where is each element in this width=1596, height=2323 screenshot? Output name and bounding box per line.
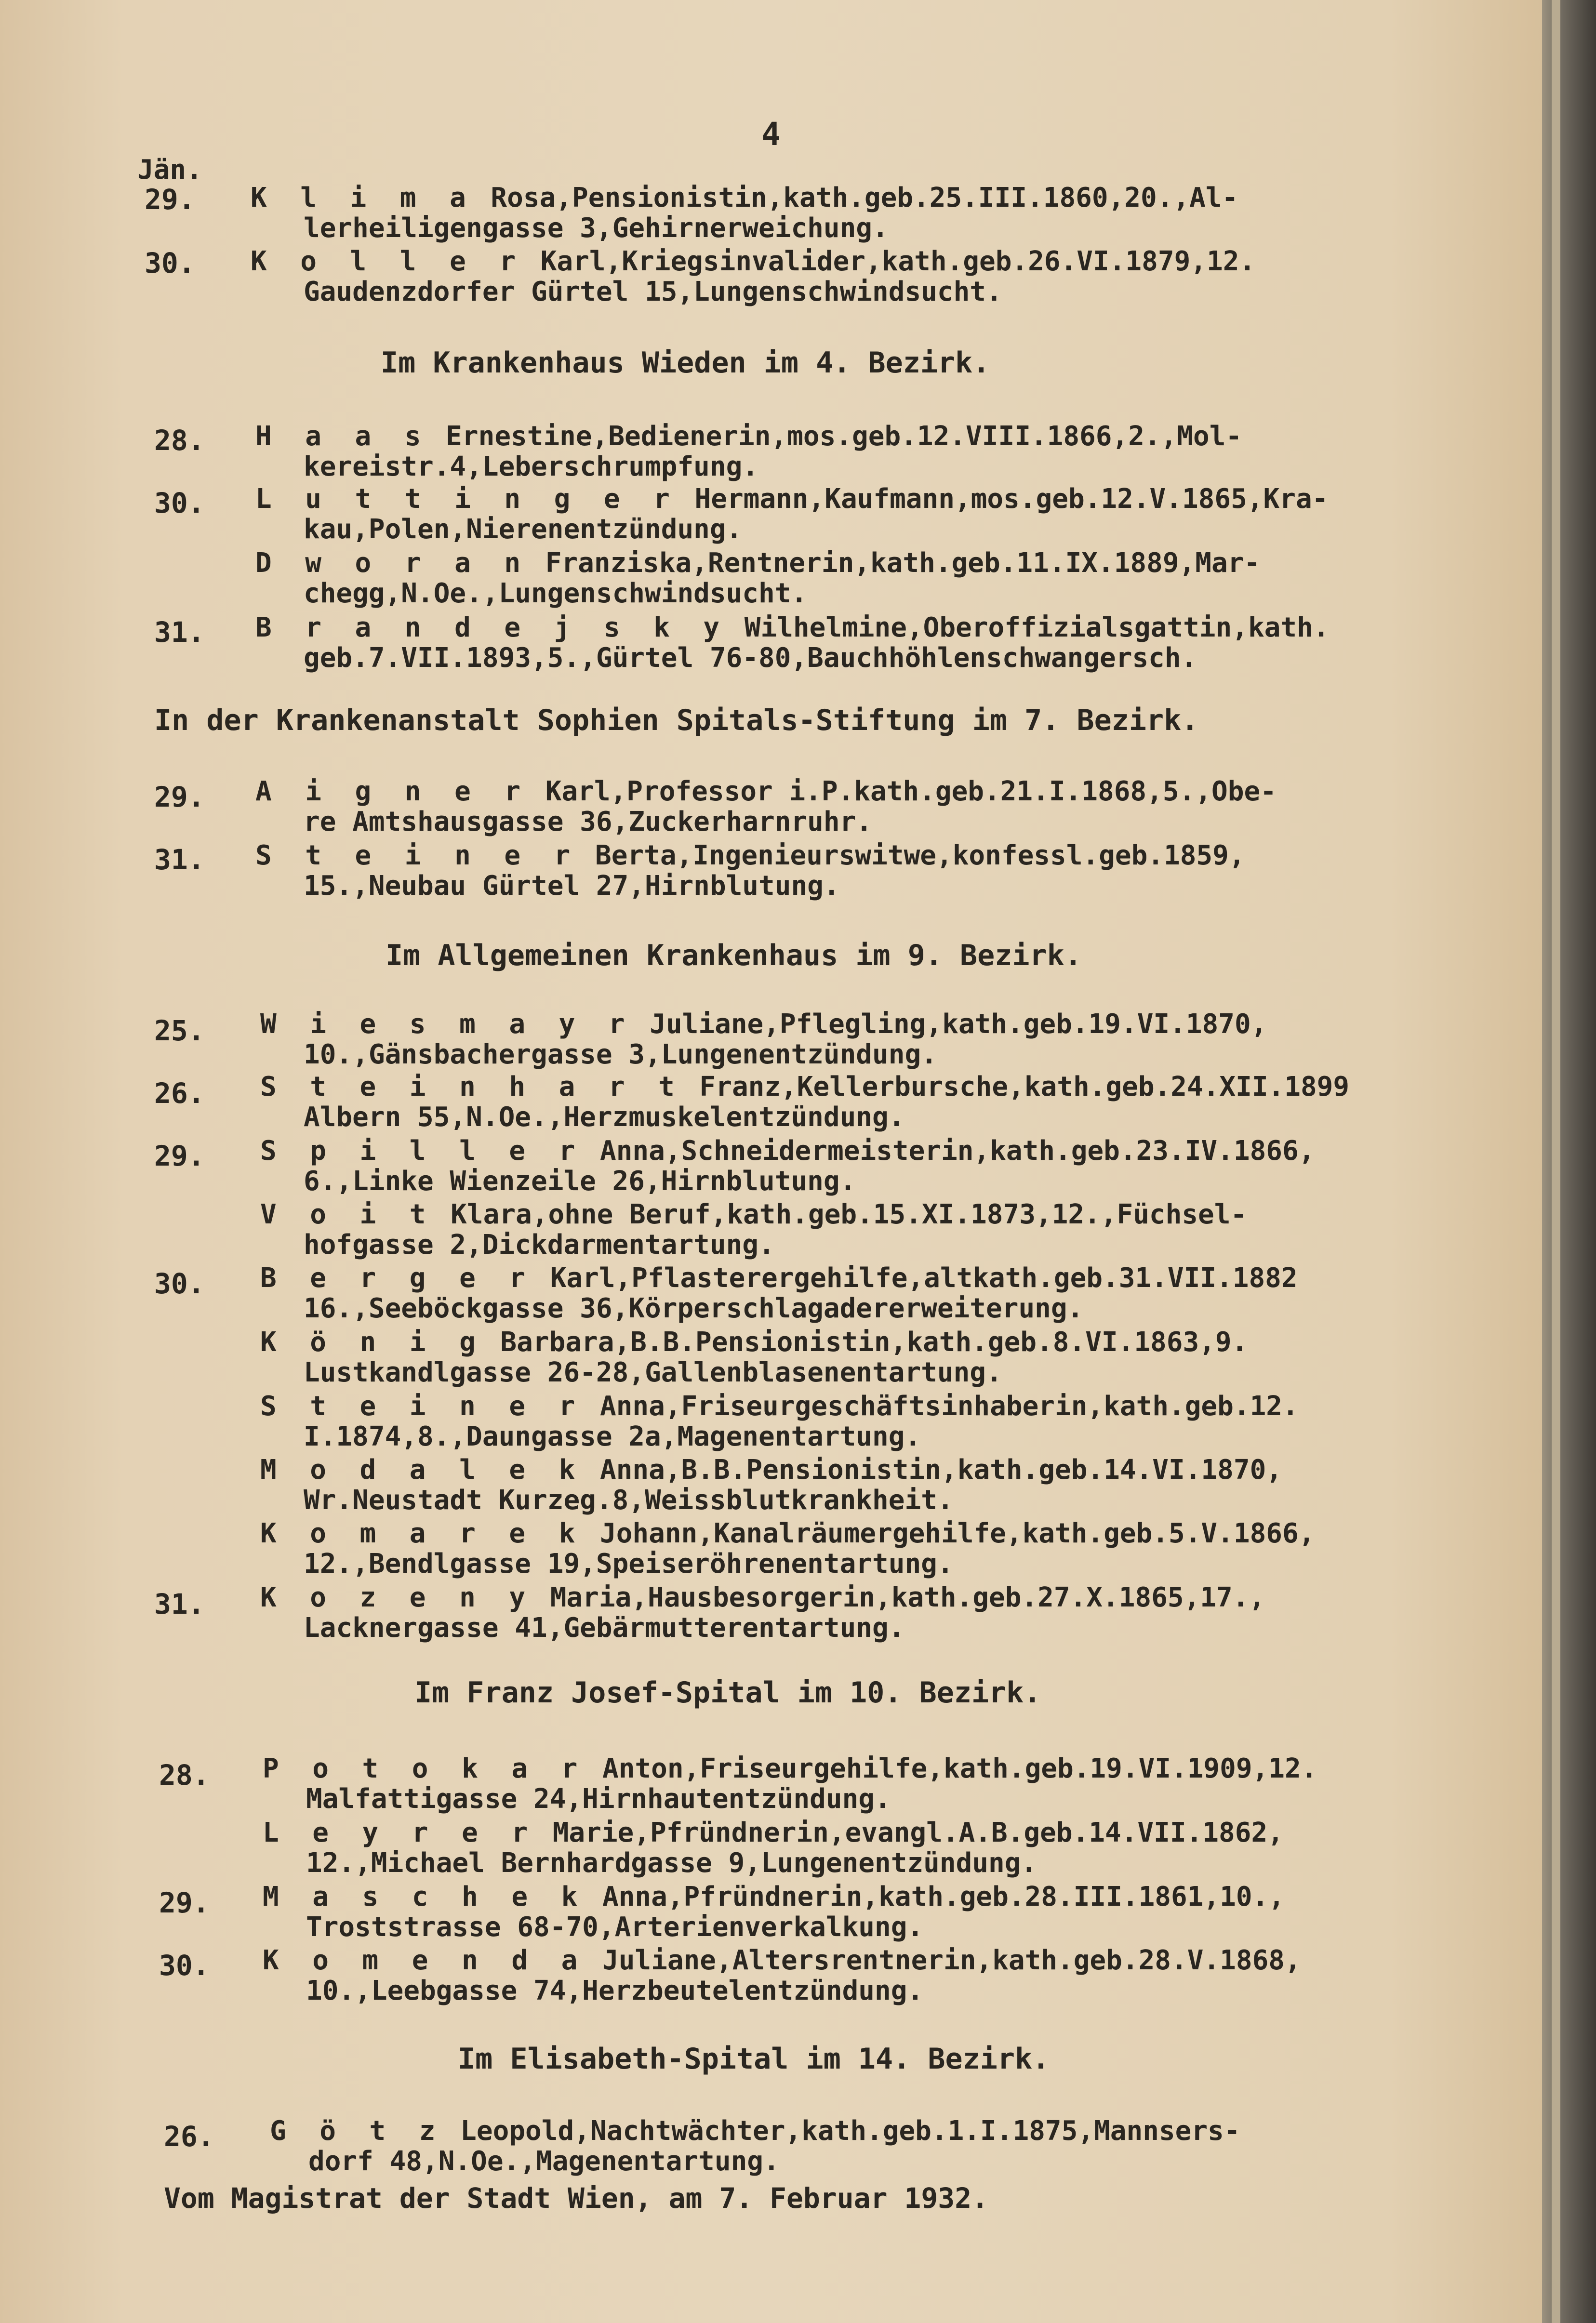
entry-date: 30. <box>159 1949 210 1982</box>
entry-date: 31. <box>154 843 205 876</box>
entry-text-line2: lerheiligengasse 3,Gehirnerweichung. <box>304 212 889 244</box>
entry-text-line2: Malfattigasse 24,Hirnhautentzündung. <box>306 1783 891 1815</box>
book-edge <box>1542 0 1596 2323</box>
entry-text-line2: geb.7.VII.1893,5.,Gürtel 76-80,Bauchhöhlenschwangersch. <box>304 642 1197 674</box>
entry-text-line2: Gaudenzdorfer Gürtel 15,Lungenschwindsucht. <box>304 276 1002 307</box>
entry-date: 28. <box>154 424 205 457</box>
entry-surname: B r a n d e j s k y <box>255 612 729 643</box>
section-heading: Im Allgemeinen Krankenhaus im 9. Bezirk. <box>386 939 1082 972</box>
section-heading: In der Krankenanstalt Sophien Spitals-Stiftung im 7. Bezirk. <box>154 704 1199 737</box>
entry-text-line1: Johann,Kanalräumergehilfe,kath.geb.5.V.1866, <box>584 1518 1315 1549</box>
entry-surname: S t e i n e r <box>255 840 579 871</box>
entry-record <box>251 183 1238 213</box>
entry-record <box>260 1136 1315 1167</box>
entry-record <box>270 2116 1240 2147</box>
entry-text-line1: Berta,Ingenieurswitwe,konfessl.geb.1859, <box>579 840 1245 871</box>
entry-surname: L e y r e r <box>263 1817 536 1848</box>
entry-text-line2: 10.,Gänsbachergasse 3,Lungenentzündung. <box>304 1039 937 1070</box>
entry-text-line2: 16.,Seeböckgasse 36,Körperschlagadererweiterung. <box>304 1293 1084 1324</box>
entry-surname: S t e i n h a r t <box>260 1071 683 1102</box>
entry-date: 30. <box>154 487 205 519</box>
entry-text-line1: Karl,Kriegsinvalider,kath.geb.26.VI.1879,12. <box>524 246 1256 277</box>
entry-record <box>255 548 1260 579</box>
entry-surname: A i g n e r <box>255 776 529 807</box>
entry-record <box>255 422 1242 452</box>
entry-surname: B e r g e r <box>260 1262 534 1294</box>
entry-date: 29. <box>154 781 205 813</box>
entry-text-line2: kereistr.4,Leberschrumpfung. <box>304 451 759 482</box>
entry-text-line2: 10.,Leebgasse 74,Herzbeutelentzündung. <box>306 1975 924 2006</box>
entry-text-line1: Leopold,Nachtwächter,kath.geb.1.I.1875,Mannsers- <box>444 2115 1240 2147</box>
entry-record <box>255 613 1330 643</box>
section-heading: Im Franz Josef-Spital im 10. Bezirk. <box>414 1676 1041 1710</box>
entry-text-line2: Lustkandlgasse 26-28,Gallenblasenentartung. <box>304 1357 1002 1388</box>
entry-date: 25. <box>154 1014 205 1047</box>
entry-surname: L u t t i n g e r <box>255 483 678 515</box>
entry-surname: K o m a r e k <box>260 1518 584 1549</box>
entry-text-line1: Klara,ohne Beruf,kath.geb.15.XI.1873,12.,Füchsel- <box>434 1199 1247 1230</box>
entry-text-line1: Ernestine,Bedienerin,mos.geb.12.VIII.1866,2.,Mol- <box>429 421 1242 452</box>
entry-text-line1: Franz,Kellerbursche,kath.geb.24.XII.1899 <box>683 1071 1350 1102</box>
entry-text-line1: Wilhelmine,Oberoffizialsgattin,kath. <box>728 612 1330 643</box>
entry-record <box>263 1818 1284 1848</box>
entry-text-line1: Marie,Pfründnerin,evangl.A.B.geb.14.VII.1862, <box>536 1817 1284 1848</box>
entry-date: 31. <box>154 1588 205 1620</box>
entry-surname: H a a s <box>255 421 430 452</box>
entry-surname: M o d a l e k <box>260 1454 584 1486</box>
section-heading: Im Krankenhaus Wieden im 4. Bezirk. <box>381 346 990 380</box>
entry-date: 29. <box>145 183 195 216</box>
entry-record <box>263 1882 1285 1912</box>
section-heading: Im Elisabeth-Spital im 14. Bezirk. <box>458 2042 1050 2076</box>
entry-text-line1: Anna,B.B.Pensionistin,kath.geb.14.VI.1870, <box>584 1454 1283 1486</box>
entry-surname: S t e i n e r <box>260 1391 584 1422</box>
entry-text-line1: Maria,Hausbesorgerin,kath.geb.27.X.1865,17., <box>533 1582 1265 1613</box>
entry-date: 30. <box>145 247 195 279</box>
footer-signature-line: Vom Magistrat der Stadt Wien, am 7. Februar 1932. <box>164 2182 989 2215</box>
entry-surname: K o m e n d a <box>263 1945 586 1976</box>
entry-surname: P o t o k a r <box>263 1753 586 1784</box>
entry-date: 26. <box>154 1077 205 1110</box>
entry-text-line1: Anton,Friseurgehilfe,kath.geb.19.VI.1909,12. <box>586 1753 1317 1784</box>
entry-text-line2: chegg,N.Oe.,Lungenschwindsucht. <box>304 578 808 609</box>
entry-record <box>263 1946 1301 1976</box>
entry-text-line2: 12.,Michael Bernhardgasse 9,Lungenentzündung. <box>306 1847 1037 1879</box>
entry-record <box>260 1455 1282 1486</box>
entry-record <box>260 1583 1265 1613</box>
entry-text-line2: 6.,Linke Wienzeile 26,Hirnblutung. <box>304 1166 856 1197</box>
entry-text-line2: dorf 48,N.Oe.,Magenentartung. <box>308 2146 780 2177</box>
entry-text-line1: Anna,Schneidermeisterin,kath.geb.23.IV.1866, <box>584 1135 1315 1167</box>
entry-text-line1: Rosa,Pensionistin,kath.geb.25.III.1860,20.,Al- <box>474 182 1238 213</box>
month-label: Jän. <box>137 154 202 186</box>
entry-text-line2: kau,Polen,Nierenentzündung. <box>304 514 743 545</box>
entry-surname: K o z e n y <box>260 1582 534 1613</box>
page-number: 4 <box>761 116 781 153</box>
entry-surname: G ö t z <box>270 2115 444 2147</box>
entry-text-line1: Hermann,Kaufmann,mos.geb.12.V.1865,Kra- <box>678 483 1329 515</box>
entry-text-line1: Franziska,Rentnerin,kath.geb.11.IX.1889,Mar- <box>529 547 1261 579</box>
entry-record <box>251 247 1255 277</box>
entry-text-line2: I.1874,8.,Daungasse 2a,Magenentartung. <box>304 1421 921 1452</box>
entry-surname: V o i t <box>260 1199 435 1230</box>
entry-text-line2: re Amtshausgasse 36,Zuckerharnruhr. <box>304 806 873 837</box>
entry-surname: M a s c h e k <box>263 1881 586 1912</box>
entry-date: 29. <box>154 1140 205 1172</box>
entry-date: 29. <box>159 1886 210 1919</box>
entry-text-line1: Juliane,Altersrentnerin,kath.geb.28.V.1868, <box>586 1945 1301 1976</box>
entry-record <box>255 777 1277 807</box>
entry-surname: K o l l e r <box>251 246 524 277</box>
entry-surname: D w o r a n <box>255 547 529 579</box>
entry-text-line2: Troststrasse 68-70,Arterienverkalkung. <box>306 1911 924 1943</box>
entry-text-line1: Karl,Pflasterergehilfe,altkath.geb.31.VII.1882 <box>533 1262 1298 1294</box>
entry-text-line1: Barbara,B.B.Pensionistin,kath.geb.8.VI.1863,9. <box>484 1327 1248 1358</box>
entry-text-line2: Wr.Neustadt Kurzeg.8,Weissblutkrankheit. <box>304 1485 954 1516</box>
entry-text-line2: 12.,Bendlgasse 19,Speiseröhrenentartung. <box>304 1548 954 1580</box>
entry-date: 30. <box>154 1267 205 1300</box>
entry-record <box>255 484 1328 515</box>
entry-record <box>260 1519 1315 1549</box>
entry-record <box>260 1392 1299 1422</box>
entry-record <box>260 1263 1298 1294</box>
entry-record <box>260 1327 1248 1358</box>
entry-text-line1: Anna,Pfründnerin,kath.geb.28.III.1861,10., <box>586 1881 1285 1912</box>
entry-date: 28. <box>159 1759 210 1792</box>
entry-surname: S p i l l e r <box>260 1135 584 1167</box>
entry-date: 31. <box>154 616 205 649</box>
entry-record <box>260 1072 1349 1102</box>
entry-text-line2: Lacknergasse 41,Gebärmutterentartung. <box>304 1612 905 1644</box>
entry-text-line1: Juliane,Pflegling,kath.geb.19.VI.1870, <box>633 1009 1267 1040</box>
entry-text-line2: Albern 55,N.Oe.,Herzmuskelentzündung. <box>304 1102 905 1133</box>
entry-record <box>263 1754 1317 1784</box>
entry-date: 26. <box>164 2120 214 2153</box>
entry-surname: K l i m a <box>251 182 475 213</box>
entry-record <box>260 1200 1247 1230</box>
entry-surname: K ö n i g <box>260 1327 484 1358</box>
entry-surname: W i e s m a y r <box>260 1009 634 1040</box>
binding-strip <box>1552 0 1560 2323</box>
entry-text-line1: Anna,Friseurgeschäftsinhaberin,kath.geb.12. <box>584 1391 1299 1422</box>
entry-text-line2: hofgasse 2,Dickdarmentartung. <box>304 1229 775 1261</box>
entry-text-line2: 15.,Neubau Gürtel 27,Hirnblutung. <box>304 870 840 902</box>
entry-text-line1: Karl,Professor i.P.kath.geb.21.I.1868,5.,Obe- <box>529 776 1277 807</box>
entry-record <box>255 841 1245 871</box>
entry-record <box>260 1009 1267 1040</box>
